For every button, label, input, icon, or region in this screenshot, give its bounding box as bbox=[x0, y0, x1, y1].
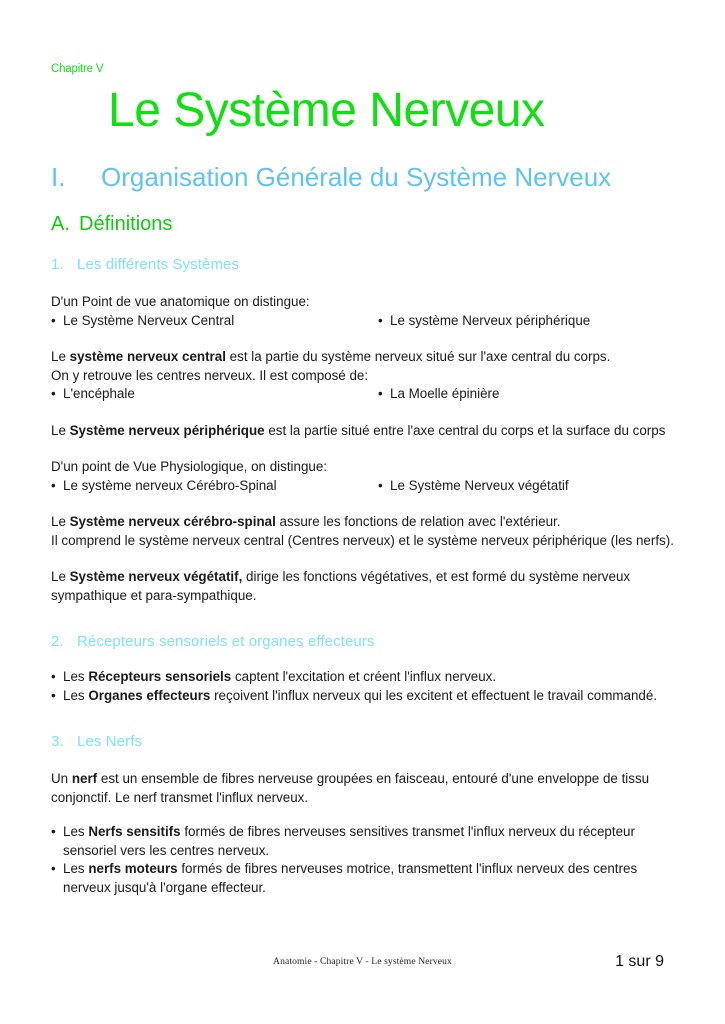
central-def-bold: système nerveux central bbox=[69, 349, 226, 364]
heading-subsection-a-title: Définitions bbox=[79, 213, 173, 235]
bullet-bold: Récepteurs sensoriels bbox=[88, 669, 232, 684]
bullet-pre: Les bbox=[63, 687, 89, 703]
bullet-glyph-icon: • bbox=[378, 312, 383, 328]
nerf-post: est un ensemble de fibres nerveuse groupées en faisceau, entouré d'une enveloppe de tissu conjonctif. Le nerf transmet l'influx nerveux. bbox=[51, 771, 650, 805]
bullet-text: La Moelle épinière bbox=[390, 386, 500, 401]
footer-page-indicator: 1 sur 9 bbox=[615, 953, 664, 970]
bullet-glyph-icon: • bbox=[51, 477, 56, 493]
heading-section-1 bbox=[51, 139, 676, 193]
bullet-row-anatomique bbox=[51, 312, 676, 331]
heading-part-2 bbox=[51, 605, 676, 652]
bullet-row-central bbox=[51, 385, 676, 404]
peripherique-pre: Le bbox=[51, 422, 70, 438]
nerf-pre: Un bbox=[51, 771, 72, 786]
heading-section-1-number: I. bbox=[51, 162, 66, 192]
bullet-encephale bbox=[51, 385, 378, 404]
bullet-glyph-icon: • bbox=[51, 861, 56, 876]
paragraph-cerebro-spinal-definition bbox=[51, 495, 676, 532]
heading-subsection-a bbox=[51, 193, 676, 237]
cerebro-bold: Système nerveux cérébro-spinal bbox=[69, 514, 276, 529]
bullet-list-part-2 bbox=[51, 652, 676, 705]
bullet-text: Le Système Nerveux végétatif bbox=[390, 477, 569, 493]
bullet-glyph-icon: • bbox=[378, 386, 383, 401]
paragraph-peripherique-definition bbox=[51, 404, 676, 441]
bullet-glyph-icon: • bbox=[51, 687, 56, 703]
page-footer bbox=[51, 953, 674, 979]
nerf-bold: nerf bbox=[71, 771, 98, 786]
list-item bbox=[51, 860, 676, 897]
heading-part-3-number: 3. bbox=[51, 733, 64, 750]
bullet-glyph-icon: • bbox=[378, 477, 383, 493]
peripherique-post: est la partie situé entre l'axe central du corps et la surface du corps bbox=[264, 422, 666, 438]
bullet-text: Le système nerveux Cérébro-Spinal bbox=[63, 477, 277, 493]
bullet-glyph-icon: • bbox=[51, 386, 56, 401]
heading-part-2-title: Récepteurs sensoriels et organes effecteurs bbox=[77, 633, 375, 650]
heading-part-1-number: 1. bbox=[51, 256, 64, 273]
bullet-post: formés de fibres nerveuses motrice, transmettent l'influx nerveux des centres nerveux jusqu'à l'organe effecteur. bbox=[63, 861, 638, 895]
list-item bbox=[51, 668, 676, 687]
bullet-text bbox=[63, 687, 676, 706]
bullet-list-part-3 bbox=[51, 807, 676, 897]
bullet-glyph-icon: • bbox=[51, 669, 56, 684]
bullet-pre: Les bbox=[63, 669, 89, 684]
vegetatif-bold: Système nerveux végétatif, bbox=[69, 569, 243, 584]
cerebro-post: assure les fonctions de relation avec l'extérieur. bbox=[275, 514, 561, 529]
vegetatif-pre: Le bbox=[51, 569, 70, 584]
bullet-text bbox=[63, 823, 676, 860]
list-item bbox=[51, 823, 676, 860]
bullet-glyph-icon: • bbox=[51, 312, 56, 328]
bullet-text: Le Système Nerveux Central bbox=[63, 312, 235, 328]
central-def-post: est la partie du système nerveux situé sur l'axe central du corps. bbox=[225, 349, 611, 364]
bullet-pre: Les bbox=[63, 824, 89, 839]
bullet-pre: Les bbox=[63, 861, 89, 876]
heading-part-3 bbox=[51, 705, 676, 752]
heading-part-2-number: 2. bbox=[51, 633, 64, 650]
paragraph-central-definition-line2: On y retrouve les centres nerveux. Il est composé de: bbox=[51, 367, 369, 383]
bullet-text: L'encéphale bbox=[63, 386, 135, 401]
bullet-row-physiologique bbox=[51, 477, 676, 496]
page-title: Le Système Nerveux bbox=[108, 84, 545, 137]
chapter-label: Chapitre V bbox=[51, 63, 104, 75]
bullet-bold: Organes effecteurs bbox=[88, 687, 211, 703]
cerebro-pre: Le bbox=[51, 514, 70, 529]
heading-subsection-a-number: A. bbox=[51, 213, 70, 235]
heading-part-1 bbox=[51, 237, 676, 275]
peripherique-bold: Système nerveux périphérique bbox=[69, 422, 265, 438]
heading-part-1-title: Les différents Systèmes bbox=[77, 256, 240, 273]
bullet-bold: nerfs moteurs bbox=[88, 861, 178, 876]
paragraph-central-definition bbox=[51, 330, 676, 367]
page-content bbox=[51, 0, 676, 897]
list-item bbox=[51, 687, 676, 706]
bullet-text bbox=[63, 860, 676, 897]
bullet-text bbox=[63, 668, 676, 687]
bullet-systeme-nerveux-central bbox=[51, 312, 378, 331]
bullet-post: formés de fibres nerveuses sensitives transmet l'influx nerveux du récepteur sensoriel vers les centres nerveux. bbox=[63, 824, 635, 858]
bullet-cerebro-spinal bbox=[51, 477, 378, 496]
paragraph-vegetatif-definition bbox=[51, 550, 676, 605]
bullet-vegetatif bbox=[378, 477, 676, 496]
bullet-post: reçoivent l'influx nerveux qui les excitent et effectuent le travail commandé. bbox=[210, 687, 658, 703]
bullet-bold: Nerfs sensitifs bbox=[88, 824, 181, 839]
central-def-pre: Le bbox=[51, 349, 70, 364]
paragraph-intro-anatomique: D'un Point de vue anatomique on distingue: bbox=[51, 294, 310, 309]
bullet-moelle-epiniere bbox=[378, 385, 676, 404]
heading-part-3-title: Les Nerfs bbox=[77, 733, 143, 750]
bullet-systeme-nerveux-peripherique bbox=[378, 312, 676, 331]
heading-section-1-title: Organisation Générale du Système Nerveux bbox=[101, 162, 612, 192]
paragraph-nerf-definition bbox=[51, 752, 676, 807]
bullet-glyph-icon: • bbox=[51, 824, 56, 839]
bullet-post: captent l'excitation et créent l'influx nerveux. bbox=[231, 669, 497, 684]
vegetatif-post: dirige les fonctions végétatives, et est formé du système nerveux sympathique et para-sympathique. bbox=[51, 569, 631, 603]
paragraph-intro-physiologique: D'un point de Vue Physiologique, on distingue: bbox=[51, 459, 328, 474]
paragraph-cerebro-spinal-line2: Il comprend le système nerveux central (Centres nerveux) et le système nerveux périphérique (les nerfs). bbox=[51, 532, 674, 548]
footer-center-text: Anatomie - Chapitre V - Le système Nerveux bbox=[273, 956, 452, 967]
bullet-text: Le système Nerveux périphérique bbox=[390, 312, 591, 328]
